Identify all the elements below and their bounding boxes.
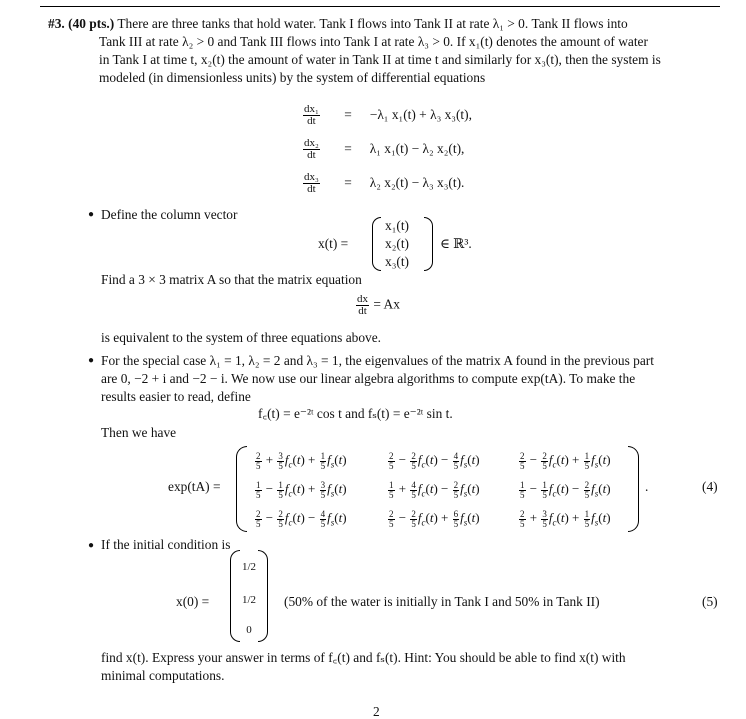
ode-rhs: −λ₁ x₁(t) + λ₃ x₃(t), — [369, 106, 472, 122]
operator: + — [262, 452, 277, 468]
operator: − — [437, 481, 452, 497]
fraction: $\frac{1}{5}$ — [389, 480, 394, 500]
fraction: $\frac{2}{5}$ — [389, 451, 394, 471]
fraction: $\frac{1}{5}$ — [584, 509, 590, 529]
function-term: $f_s(t)$ — [591, 481, 611, 500]
vector-rhs: ∈ ℝ³. — [440, 236, 472, 251]
ode-num: dx₁ — [304, 103, 319, 115]
problem-points: (40 pts.) — [68, 16, 115, 31]
bullet-icon: ● — [88, 355, 95, 366]
eq-num: dx — [357, 293, 368, 305]
bullet-icon: ● — [88, 540, 95, 551]
fraction: $\frac{2}{5}$ — [389, 509, 394, 529]
function-term: $f_s(t)$ — [460, 452, 480, 471]
intro-line: There are three tanks that hold water. Tank I flows into Tank II at rate λ₁ > 0. Tank II flows into — [117, 16, 628, 31]
eq-den: dt — [358, 305, 367, 317]
operator: + — [568, 510, 583, 526]
fraction: $\frac{2}{5}$ — [542, 451, 547, 471]
right-paren — [258, 550, 268, 642]
ode-rhs: λ₂ x₂(t) − λ₃ x₃(t). — [369, 174, 465, 190]
fraction: $\frac{1}{5}$ — [542, 480, 547, 500]
fraction: $\frac{2}{5}$ — [520, 509, 525, 529]
bullet3-text: If the initial condition is — [101, 537, 231, 552]
operator: + — [437, 510, 452, 526]
operator: − — [395, 510, 410, 526]
x0-entry: 1/2 — [241, 561, 257, 573]
fraction: $\frac{6}{5}$ — [453, 509, 459, 529]
problem-number: #3. — [48, 16, 65, 31]
operator: + — [526, 510, 541, 526]
fraction: $\frac{1}{5}$ — [278, 480, 283, 500]
operator: + — [304, 481, 319, 497]
intro-line: Tank III at rate λ₂ > 0 and Tank III flows into Tank I at rate λ₃ > 0. If x₁(t) denotes the amount of water — [99, 34, 648, 49]
function-term: $f_s(t)$ — [327, 481, 347, 500]
ode-den: dt — [307, 115, 316, 127]
matrix-entry — [387, 481, 480, 500]
eq5-label: (5) — [702, 594, 718, 609]
ode-num: dx₃ — [304, 171, 319, 183]
fc-fs-definition: f꜀(t) = e⁻²ᵗ cos t and fₛ(t) = e⁻²ᵗ sin t. — [258, 406, 453, 421]
right-paren — [424, 217, 433, 271]
matrix-entry — [518, 452, 611, 471]
function-term: $f_s(t)$ — [591, 510, 611, 529]
equivalent-text: is equivalent to the system of three equations above. — [101, 330, 382, 345]
fraction: $\frac{4}{5}$ — [320, 509, 326, 529]
function-term: $f_c(t)$ — [417, 452, 438, 471]
page-number: 2 — [373, 704, 380, 719]
ode-row: $\frac{\text{dx₃}}{dt}$ = λ₂ x₂(t) − λ₃ x₃(t). — [304, 171, 465, 195]
function-term: $f_s(t)$ — [327, 452, 347, 471]
operator: − — [395, 452, 410, 468]
ode-den: dt — [307, 183, 316, 195]
final-line: minimal computations. — [101, 668, 225, 683]
matrix-entry — [518, 481, 611, 500]
bullet-icon: ● — [88, 209, 95, 220]
ode-fraction — [303, 138, 320, 161]
fraction: $\frac{1}{5}$ — [320, 451, 326, 471]
function-term: $f_c(t)$ — [284, 481, 305, 500]
exp-lhs: exp(tA) = — [168, 479, 221, 494]
fraction: $\frac{3}{5}$ — [320, 480, 326, 500]
operator: + — [568, 452, 583, 468]
ode-num: dx₂ — [304, 137, 319, 149]
matrix-entry — [387, 452, 480, 471]
x0-entry: 1/2 — [241, 594, 257, 606]
function-term: $f_s(t)$ — [591, 452, 611, 471]
fraction: $\frac{2}{5}$ — [278, 509, 283, 529]
operator: + — [304, 452, 319, 468]
function-term: $f_c(t)$ — [548, 452, 569, 471]
function-term: $f_c(t)$ — [284, 510, 305, 529]
bullet2-line: For the special case λ₁ = 1, λ₂ = 2 and λ₃ = 1, the eigenvalues of the matrix A found in the previous part — [101, 353, 654, 368]
matrix-entry — [518, 510, 611, 529]
ode-fraction — [303, 104, 320, 127]
ode-fraction — [303, 172, 320, 195]
vector-lhs: x(t) = — [318, 236, 349, 251]
problem-intro — [48, 15, 720, 87]
fraction: $\frac{4}{5}$ — [453, 451, 459, 471]
operator: − — [526, 452, 541, 468]
ode-rhs: λ₁ x₁(t) − λ₂ x₂(t), — [369, 140, 465, 156]
vector-entry: x₃(t) — [385, 254, 410, 269]
top-rule — [40, 6, 720, 7]
eq4-label: (4) — [702, 479, 718, 494]
bullet2-line: results easier to read, define — [101, 389, 251, 404]
fraction: $\frac{2}{5}$ — [453, 480, 459, 500]
left-paren — [236, 446, 247, 532]
then-text: Then we have — [101, 425, 177, 440]
fraction: $\frac{1}{5}$ — [256, 480, 261, 500]
fraction: $\frac{2}{5}$ — [411, 451, 416, 471]
fraction: $\frac{2}{5}$ — [256, 509, 261, 529]
vector-entry: x₂(t) — [385, 236, 410, 251]
bullet2-line: are 0, −2 + i and −2 − i. We now use our linear algebra algorithms to compute exp(tA). To make the — [101, 371, 636, 386]
fraction: $\frac{2}{5}$ — [584, 480, 590, 500]
right-paren — [628, 446, 639, 532]
bullet2-text — [101, 352, 720, 406]
fraction: $\frac{2}{5}$ — [256, 451, 261, 471]
period: . — [645, 479, 649, 494]
eq-fraction — [356, 294, 369, 317]
fraction: $\frac{4}{5}$ — [411, 480, 416, 500]
eq-rhs: = Ax — [373, 296, 400, 312]
find-matrix-text: Find a 3 × 3 matrix A so that the matrix equation — [101, 272, 362, 287]
x0-lhs: x(0) = — [176, 594, 210, 609]
matrix-entry — [387, 510, 480, 529]
fraction: $\frac{3}{5}$ — [278, 451, 283, 471]
function-term: $f_s(t)$ — [327, 510, 347, 529]
final-text — [101, 649, 720, 685]
operator: − — [526, 481, 541, 497]
bullet1-text: Define the column vector — [101, 207, 238, 222]
operator: − — [262, 510, 277, 526]
operator: − — [262, 481, 277, 497]
function-term: $f_c(t)$ — [417, 510, 438, 529]
function-term: $f_c(t)$ — [548, 481, 569, 500]
function-term: $f_c(t)$ — [548, 510, 569, 529]
ode-row: $\frac{\text{dx₂}}{dt}$ = λ₁ x₁(t) − λ₂ x₂(t), — [304, 137, 465, 161]
x0-note: (50% of the water is initially in Tank I and 50% in Tank II) — [284, 594, 600, 609]
function-term: $f_s(t)$ — [460, 481, 480, 500]
matrix-entry — [254, 510, 347, 529]
function-term: $f_c(t)$ — [284, 452, 305, 471]
fraction: $\frac{2}{5}$ — [520, 451, 525, 471]
matrix-entry — [254, 452, 347, 471]
matrix-equation — [355, 294, 400, 317]
final-line: find x(t). Express your answer in terms of f꜀(t) and fₛ(t). Hint: You should be able to find x(t) with — [101, 650, 626, 665]
operator: − — [437, 452, 452, 468]
fraction: $\frac{1}{5}$ — [584, 451, 590, 471]
intro-line: in Tank I at time t, x₂(t) the amount of water in Tank II at time t and similarly for x₃(t), then the system is — [99, 52, 661, 67]
vector-entry: x₁(t) — [385, 218, 410, 233]
matrix-entry — [254, 481, 347, 500]
operator: − — [304, 510, 319, 526]
operator: − — [568, 481, 583, 497]
ode-row: $\frac{\text{dx₁}}{dt}$ = −λ₁ x₁(t) + λ₃ x₃(t), — [304, 103, 472, 127]
ode-den: dt — [307, 149, 316, 161]
fraction: $\frac{1}{5}$ — [520, 480, 525, 500]
x0-entry: 0 — [246, 624, 252, 636]
fraction: $\frac{2}{5}$ — [411, 509, 416, 529]
operator: + — [395, 481, 410, 497]
fraction: $\frac{3}{5}$ — [542, 509, 547, 529]
left-paren — [372, 217, 381, 271]
function-term: $f_s(t)$ — [460, 510, 480, 529]
function-term: $f_c(t)$ — [417, 481, 438, 500]
intro-line: modeled (in dimensionless units) by the system of differential equations — [99, 70, 486, 85]
